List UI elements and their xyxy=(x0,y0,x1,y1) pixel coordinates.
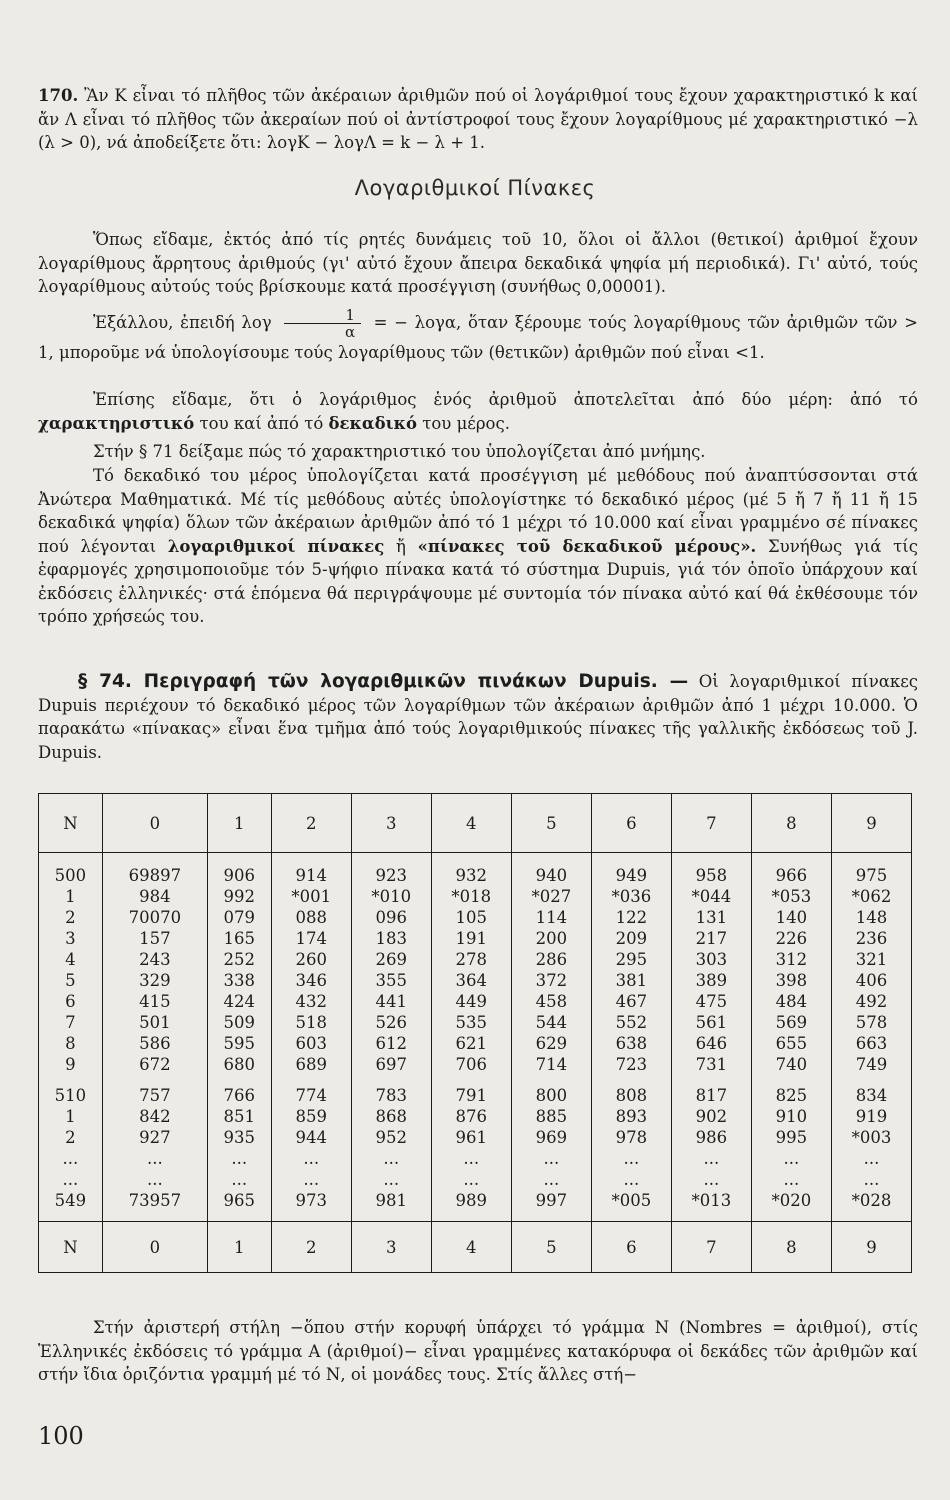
table-cell: *001 xyxy=(271,886,351,907)
table-cell: 965 xyxy=(207,1190,271,1211)
table-cell: N xyxy=(39,1222,103,1273)
table-cell: 7 xyxy=(671,1222,751,1273)
table-cell: 5 xyxy=(65,971,76,990)
p5-text-d: Συνήθως γιά τίς ἐφαρμογές χρησιμοποιοῦμε τόν 5-ψήφιο πίνακα κατά τό σύστημα Dupuis, γιά τόν ὁποῖο ὑπάρχουν καί ἐκδόσεις ἑλληνικές· στά ἑπόμενα θά περιγράψουμε μέ συντομία τόν πίνακα αὐτό καί θά ἐκθέσουμε τόν τρόπο χρήσεώς του. xyxy=(38,536,918,626)
table-spacer-cell xyxy=(751,1211,831,1222)
table-cell: 958 xyxy=(671,865,751,886)
table-cell: 663 xyxy=(831,1033,911,1054)
table-spacer-cell xyxy=(751,853,831,866)
table-cell: 140 xyxy=(751,907,831,928)
table-cell: 69897 xyxy=(102,865,207,886)
table-cell: 783 xyxy=(351,1085,431,1106)
table-cell: 655 xyxy=(751,1033,831,1054)
p5-bold-decimal-tables: «πίνακες τοῦ δεκαδικοῦ μέρους». xyxy=(417,536,757,556)
table-spacer-cell xyxy=(511,853,591,866)
table-spacer-cell xyxy=(351,1075,431,1085)
table-spacer-cell xyxy=(511,1211,591,1222)
table-cell: 910 xyxy=(751,1106,831,1127)
table-cell: 952 xyxy=(351,1127,431,1148)
table-row xyxy=(39,928,912,949)
table-cell: 157 xyxy=(102,928,207,949)
table-cell: 303 xyxy=(671,949,751,970)
table-cell: *036 xyxy=(591,886,671,907)
table-cell: 484 xyxy=(751,991,831,1012)
table-row xyxy=(39,991,912,1012)
table-cell: 131 xyxy=(671,907,751,928)
table-spacer-cell xyxy=(271,1075,351,1085)
table-row xyxy=(39,865,912,886)
table-cell: 475 xyxy=(671,991,751,1012)
table-spacer-cell xyxy=(207,1075,271,1085)
table-cell: 800 xyxy=(511,1085,591,1106)
table-cell: 552 xyxy=(591,1012,671,1033)
table-spacer-cell xyxy=(831,1075,911,1085)
table-cell: ... xyxy=(62,1149,79,1168)
table-cell: ... xyxy=(751,1169,831,1190)
table-cell: 791 xyxy=(431,1085,511,1106)
table-spacer-cell xyxy=(102,1075,207,1085)
table-cell: 766 xyxy=(207,1085,271,1106)
table-cell: 226 xyxy=(751,928,831,949)
table-cell: 902 xyxy=(671,1106,751,1127)
table-cell: ... xyxy=(431,1169,511,1190)
table-cell: 561 xyxy=(671,1012,751,1033)
table-spacer-cell xyxy=(271,853,351,866)
table-cell: 9 xyxy=(831,1222,911,1273)
section-74 xyxy=(38,670,918,764)
section-74-text: Οἱ λογαριθμικοί πίνακες Dupuis περιέχουν τό δεκαδικό μέρος τῶν λογαρίθμων τῶν ἀκέραιων ἀριθμῶν ἀπό 1 μέχρι 10.000. Ὁ παρακάτω «πίνακας» εἶναι ἕνα τμῆμα ἀπό τούς λογαριθμικούς πίνακες τῆς γαλλικῆς ἐκδόσεως τοῦ J. Dupuis. xyxy=(38,672,918,762)
table-cell: ... xyxy=(207,1169,271,1190)
table-cell: 526 xyxy=(351,1012,431,1033)
table-cell: 295 xyxy=(591,949,671,970)
p3-bold-decimal: δεκαδικό xyxy=(328,413,417,433)
table-cell: 0 xyxy=(102,1222,207,1273)
table-cell: ... xyxy=(671,1169,751,1190)
table-row xyxy=(39,1169,912,1190)
table-cell: *028 xyxy=(831,1190,911,1211)
table-cell: 6 xyxy=(591,794,671,853)
table-cell: 978 xyxy=(591,1127,671,1148)
table-cell: 364 xyxy=(431,970,511,991)
table-spacer-cell xyxy=(671,1075,751,1085)
table-cell: 817 xyxy=(671,1085,751,1106)
table-cell: ... xyxy=(511,1169,591,1190)
table-cell: 3 xyxy=(351,794,431,853)
table-row xyxy=(39,1054,912,1075)
table-cell: 961 xyxy=(431,1127,511,1148)
table-cell: *013 xyxy=(671,1190,751,1211)
table-cell: 346 xyxy=(271,970,351,991)
table-spacer-cell xyxy=(831,853,911,866)
table-cell: 981 xyxy=(351,1190,431,1211)
table-cell: 689 xyxy=(271,1054,351,1075)
table-cell: 0 xyxy=(102,794,207,853)
intro-paragraph-4: Στήν § 71 δείξαμε πώς τό χαρακτηριστικό του ὑπολογίζεται ἀπό μνήμης. xyxy=(93,442,706,461)
table-spacer-cell xyxy=(431,853,511,866)
table-header-row xyxy=(39,794,912,853)
table-cell: 500 xyxy=(54,866,87,885)
table-cell: 595 xyxy=(207,1033,271,1054)
intro-paragraph-5 xyxy=(38,464,918,629)
table-cell: 5 xyxy=(511,1222,591,1273)
table-spacer-cell xyxy=(351,1211,431,1222)
table-cell: 321 xyxy=(831,949,911,970)
p2-start: Ἐξάλλου, ἐπειδή λογ xyxy=(93,313,272,332)
table-cell: 586 xyxy=(102,1033,207,1054)
table-row xyxy=(39,949,912,970)
table-cell: 868 xyxy=(351,1106,431,1127)
table-cell: 518 xyxy=(271,1012,351,1033)
table-cell: *062 xyxy=(831,886,911,907)
table-spacer-cell xyxy=(431,1075,511,1085)
fraction-numerator: 1 xyxy=(284,307,361,324)
table-cell: 646 xyxy=(671,1033,751,1054)
table-cell: ... xyxy=(207,1148,271,1169)
table-cell: 174 xyxy=(271,928,351,949)
table-cell: ... xyxy=(511,1148,591,1169)
table-cell: 122 xyxy=(591,907,671,928)
p2-rest: = − λογα, ὅταν ξέρουμε τούς λογαρίθμους τῶν ἀριθμῶν τῶν > 1, μποροῦμε νά ὑπολογίσουμε τούς λογαρίθμους τῶν (θετικῶν) ἀριθμῶν πού εἶναι <1. xyxy=(38,313,918,362)
table-cell: 200 xyxy=(511,928,591,949)
table-cell: 603 xyxy=(271,1033,351,1054)
table-cell: 697 xyxy=(351,1054,431,1075)
table-cell: ... xyxy=(591,1169,671,1190)
table-cell: 6 xyxy=(65,992,76,1011)
table-spacer-cell xyxy=(751,1075,831,1085)
table-cell: 2 xyxy=(271,794,351,853)
table-cell: 927 xyxy=(102,1127,207,1148)
table-spacer-cell xyxy=(591,1075,671,1085)
table-cell: 1 xyxy=(207,1222,271,1273)
table-cell: 825 xyxy=(751,1085,831,1106)
table-cell: 774 xyxy=(271,1085,351,1106)
table-cell: *005 xyxy=(591,1190,671,1211)
table-row xyxy=(39,1033,912,1054)
table-cell: 984 xyxy=(102,886,207,907)
table-cell: ... xyxy=(831,1169,911,1190)
table-cell: 4 xyxy=(65,950,76,969)
table-cell: 672 xyxy=(102,1054,207,1075)
table-cell: *027 xyxy=(511,886,591,907)
table-cell: 638 xyxy=(591,1033,671,1054)
table-cell: 914 xyxy=(271,865,351,886)
table-cell: 975 xyxy=(831,865,911,886)
table-cell: 509 xyxy=(207,1012,271,1033)
table-cell: 740 xyxy=(751,1054,831,1075)
table-cell: ... xyxy=(351,1169,431,1190)
table-spacer-cell xyxy=(511,1075,591,1085)
table-cell: 923 xyxy=(351,865,431,886)
table-cell: ... xyxy=(271,1148,351,1169)
table-cell: *053 xyxy=(751,886,831,907)
table-cell: ... xyxy=(671,1148,751,1169)
table-cell: 252 xyxy=(207,949,271,970)
table-cell: 2 xyxy=(65,908,76,927)
intro-paragraph-3 xyxy=(38,388,918,435)
table-cell: 7 xyxy=(671,794,751,853)
table-cell: 6 xyxy=(591,1222,671,1273)
table-cell: 191 xyxy=(431,928,511,949)
table-cell: 372 xyxy=(511,970,591,991)
table-cell: 749 xyxy=(831,1054,911,1075)
fraction-denominator: α xyxy=(345,323,356,341)
p5-text-c: ἤ xyxy=(395,536,406,556)
table-cell: 706 xyxy=(431,1054,511,1075)
table-cell: ... xyxy=(62,1170,79,1189)
table-cell: 449 xyxy=(431,991,511,1012)
table-cell: 406 xyxy=(831,970,911,991)
table-spacer-cell xyxy=(102,1211,207,1222)
table-cell: 9 xyxy=(831,794,911,853)
table-cell: 079 xyxy=(207,907,271,928)
table-row xyxy=(39,1190,912,1211)
table-cell: 4 xyxy=(431,1222,511,1273)
p3-bold-characteristic: χαρακτηριστικό xyxy=(38,413,195,433)
table-cell: 510 xyxy=(54,1086,87,1105)
table-spacer-cell xyxy=(591,853,671,866)
table-cell: 5 xyxy=(511,794,591,853)
table-cell: 569 xyxy=(751,1012,831,1033)
page-number: 100 xyxy=(38,1422,84,1450)
table-cell: 808 xyxy=(591,1085,671,1106)
table-row xyxy=(39,1012,912,1033)
table-cell: 944 xyxy=(271,1127,351,1148)
problem-170 xyxy=(38,84,918,155)
table-cell: 621 xyxy=(431,1033,511,1054)
table-cell: 467 xyxy=(591,991,671,1012)
table-cell: 731 xyxy=(671,1054,751,1075)
table-cell: 885 xyxy=(511,1106,591,1127)
table-cell: ... xyxy=(431,1148,511,1169)
table-spacer-cell xyxy=(39,1075,103,1085)
table-cell: ... xyxy=(831,1148,911,1169)
table-cell: 851 xyxy=(207,1106,271,1127)
p3-text-c: του καί ἀπό τό xyxy=(199,413,324,433)
table-cell: *010 xyxy=(351,886,431,907)
table-cell: 312 xyxy=(751,949,831,970)
table-cell: 183 xyxy=(351,928,431,949)
table-cell: 1 xyxy=(65,887,76,906)
table-cell: 148 xyxy=(831,907,911,928)
table-cell: 544 xyxy=(511,1012,591,1033)
intro-paragraph-2 xyxy=(38,307,918,366)
table-spacer-cell xyxy=(271,1211,351,1222)
table-cell: 989 xyxy=(431,1190,511,1211)
table-cell: ... xyxy=(591,1148,671,1169)
table-cell: 714 xyxy=(511,1054,591,1075)
table-cell: 236 xyxy=(831,928,911,949)
table-cell: 680 xyxy=(207,1054,271,1075)
table-spacer-cell xyxy=(351,853,431,866)
table-cell: ... xyxy=(751,1148,831,1169)
table-spacer-cell xyxy=(671,853,751,866)
table-cell: 629 xyxy=(511,1033,591,1054)
section-74-title: § 74. Περιγραφή τῶν λογαριθμικῶν πινάκων Dupuis. — xyxy=(78,671,689,692)
table-cell: 492 xyxy=(831,991,911,1012)
table-cell: 088 xyxy=(271,907,351,928)
table-cell: 096 xyxy=(351,907,431,928)
table-row xyxy=(39,1127,912,1148)
table-spacer-cell xyxy=(102,853,207,866)
table-cell: 243 xyxy=(102,949,207,970)
table-cell: 969 xyxy=(511,1127,591,1148)
fraction-1-over-a xyxy=(284,307,361,340)
table-cell: 501 xyxy=(102,1012,207,1033)
table-cell: 612 xyxy=(351,1033,431,1054)
table-cell: 549 xyxy=(54,1191,87,1210)
table-cell: 992 xyxy=(207,886,271,907)
table-cell: 1 xyxy=(65,1107,76,1126)
table-cell: 278 xyxy=(431,949,511,970)
table-cell: 432 xyxy=(271,991,351,1012)
table-spacer-cell xyxy=(591,1211,671,1222)
table-spacer-cell xyxy=(671,1211,751,1222)
table-cell: 723 xyxy=(591,1054,671,1075)
table-cell: 949 xyxy=(591,865,671,886)
table-row xyxy=(39,1085,912,1106)
table-cell: 997 xyxy=(511,1190,591,1211)
table-cell: 578 xyxy=(831,1012,911,1033)
table-row xyxy=(39,886,912,907)
table-cell: 8 xyxy=(65,1034,76,1053)
table-cell: 1 xyxy=(207,794,271,853)
table-spacer-cell xyxy=(431,1211,511,1222)
p3-text-a: Ἐπίσης εἴδαμε, ὅτι ὁ λογάριθμος ἑνός ἀριθμοῦ ἀποτελεῖται ἀπό δύο μέρη: ἀπό τό xyxy=(93,390,918,409)
table-cell: ... xyxy=(351,1148,431,1169)
logarithm-table-body xyxy=(39,794,912,1273)
table-cell: 114 xyxy=(511,907,591,928)
table-cell: 834 xyxy=(831,1085,911,1106)
table-cell: N xyxy=(39,794,103,853)
p5-text-a: Τό δεκαδικό του μέρος ὑπολογίζεται κατά προσέγγιση μέ μεθόδους πού ἀναπτύσσονται στά Ἀνώτερα Μαθηματικά. Μέ τίς μεθόδους αὐτές ὑπολογίστηκε τό δεκαδικό μέρος (μέ 5 ἤ 7 ἤ 11 ἤ 15 δεκαδικά ψηφία) ὅλων τῶν ἀκέραιων ἀριθμῶν ἀπό τό 1 μέχρι τό 10.000 καί εἶναι γραμμένο σέ πίνακες πού λέγονται xyxy=(38,466,918,556)
table-cell: 9 xyxy=(65,1055,76,1074)
p3-text-d: του μέρος. xyxy=(422,413,510,433)
table-cell: 757 xyxy=(102,1085,207,1106)
table-cell: 966 xyxy=(751,865,831,886)
table-cell: 355 xyxy=(351,970,431,991)
table-cell: 8 xyxy=(751,794,831,853)
table-footer-row xyxy=(39,1222,912,1273)
table-cell: 973 xyxy=(271,1190,351,1211)
table-cell: 329 xyxy=(102,970,207,991)
table-cell: 441 xyxy=(351,991,431,1012)
table-cell: 8 xyxy=(751,1222,831,1273)
problem-number: 170. xyxy=(38,86,79,105)
table-spacer-cell xyxy=(39,853,103,866)
logarithm-table xyxy=(38,793,912,1273)
table-cell: 876 xyxy=(431,1106,511,1127)
table-cell: 906 xyxy=(207,865,271,886)
table-cell: 2 xyxy=(271,1222,351,1273)
table-spacer-cell xyxy=(39,1211,103,1222)
table-cell: 919 xyxy=(831,1106,911,1127)
table-cell: 842 xyxy=(102,1106,207,1127)
p5-bold-log-tables: λογαριθμικοί πίνακες xyxy=(167,536,385,556)
table-cell: *044 xyxy=(671,886,751,907)
table-cell: 260 xyxy=(271,949,351,970)
table-cell: 940 xyxy=(511,865,591,886)
table-spacer-cell xyxy=(207,853,271,866)
table-row xyxy=(39,907,912,928)
after-table-paragraph: Στήν ἀριστερή στήλη −ὅπου στήν κορυφή ὑπάρχει τό γράμμα Ν (Nombres = ἀριθμοί), στίς Ἑλληνικές ἐκδόσεις τό γράμμα Α (ἀριθμοί)− εἶναι γραμμένες κατακόρυφα οἱ δεκάδες τῶν ἀριθμῶν καί στήν ἴδια ὁριζόντια γραμμή μέ τό Ν, οἱ μονάδες τους. Στίς ἄλλες στή− xyxy=(38,1318,918,1384)
table-cell: 105 xyxy=(431,907,511,928)
table-cell: 165 xyxy=(207,928,271,949)
table-cell: 269 xyxy=(351,949,431,970)
table-cell: ... xyxy=(102,1169,207,1190)
table-cell: 3 xyxy=(351,1222,431,1273)
table-cell: 286 xyxy=(511,949,591,970)
table-spacer-cell xyxy=(207,1211,271,1222)
table-cell: 3 xyxy=(65,929,76,948)
table-cell: 338 xyxy=(207,970,271,991)
table-spacer-cell xyxy=(831,1211,911,1222)
table-cell: 73957 xyxy=(102,1190,207,1211)
table-cell: ... xyxy=(271,1169,351,1190)
problem-text: Ἂν Κ εἶναι τό πλῆθος τῶν ἀκέραιων ἀριθμῶν πού οἱ λογάριθμοί τους ἔχουν χαρακτηριστικό k καί ἄν Λ εἶναι τό πλῆθος τῶν ἀκεραίων πού οἱ ἀντίστροφοί τους ἔχουν λογαρίθμους μέ χαρακτηριστικό −λ (λ > 0), νά ἀποδείξετε ὅτι: λογΚ − λογΛ = k − λ + 1. xyxy=(38,86,918,152)
table-cell: 859 xyxy=(271,1106,351,1127)
table-cell: *020 xyxy=(751,1190,831,1211)
table-cell: *018 xyxy=(431,886,511,907)
table-cell: *003 xyxy=(831,1127,911,1148)
table-row xyxy=(39,1106,912,1127)
table-cell: ... xyxy=(102,1148,207,1169)
table-cell: 932 xyxy=(431,865,511,886)
table-cell: 7 xyxy=(65,1013,76,1032)
section-heading: Λογαριθμικοί Πίνακες xyxy=(354,176,596,200)
table-cell: 381 xyxy=(591,970,671,991)
table-cell: 893 xyxy=(591,1106,671,1127)
table-cell: 415 xyxy=(102,991,207,1012)
table-cell: 458 xyxy=(511,991,591,1012)
table-cell: 70070 xyxy=(102,907,207,928)
table-cell: 4 xyxy=(431,794,511,853)
table-spacer xyxy=(39,1075,912,1085)
table-spacer xyxy=(39,853,912,866)
table-cell: 2 xyxy=(65,1128,76,1147)
table-cell: 209 xyxy=(591,928,671,949)
table-row xyxy=(39,1148,912,1169)
table-cell: 424 xyxy=(207,991,271,1012)
table-cell: 935 xyxy=(207,1127,271,1148)
table-spacer xyxy=(39,1211,912,1222)
table-cell: 398 xyxy=(751,970,831,991)
table-row xyxy=(39,970,912,991)
intro-paragraph-1: Ὅπως εἴδαμε, ἐκτός ἀπό τίς ρητές δυνάμεις τοῦ 10, ὅλοι οἱ ἄλλοι (θετικοί) ἀριθμοί ἔχουν λογαρίθμους ἄρρητους ἀριθμούς (γι' αὐτό ἔχουν ἄπειρα δεκαδικά ψηφία μή περιοδικά). Γι' αὐτό, τούς λογαρίθμους αὐτούς τούς βρίσκουμε κατά προσέγγιση (συνήθως 0,00001). xyxy=(38,230,918,296)
table-cell: 217 xyxy=(671,928,751,949)
table-cell: 535 xyxy=(431,1012,511,1033)
table-cell: 389 xyxy=(671,970,751,991)
table-cell: 986 xyxy=(671,1127,751,1148)
table-cell: 995 xyxy=(751,1127,831,1148)
